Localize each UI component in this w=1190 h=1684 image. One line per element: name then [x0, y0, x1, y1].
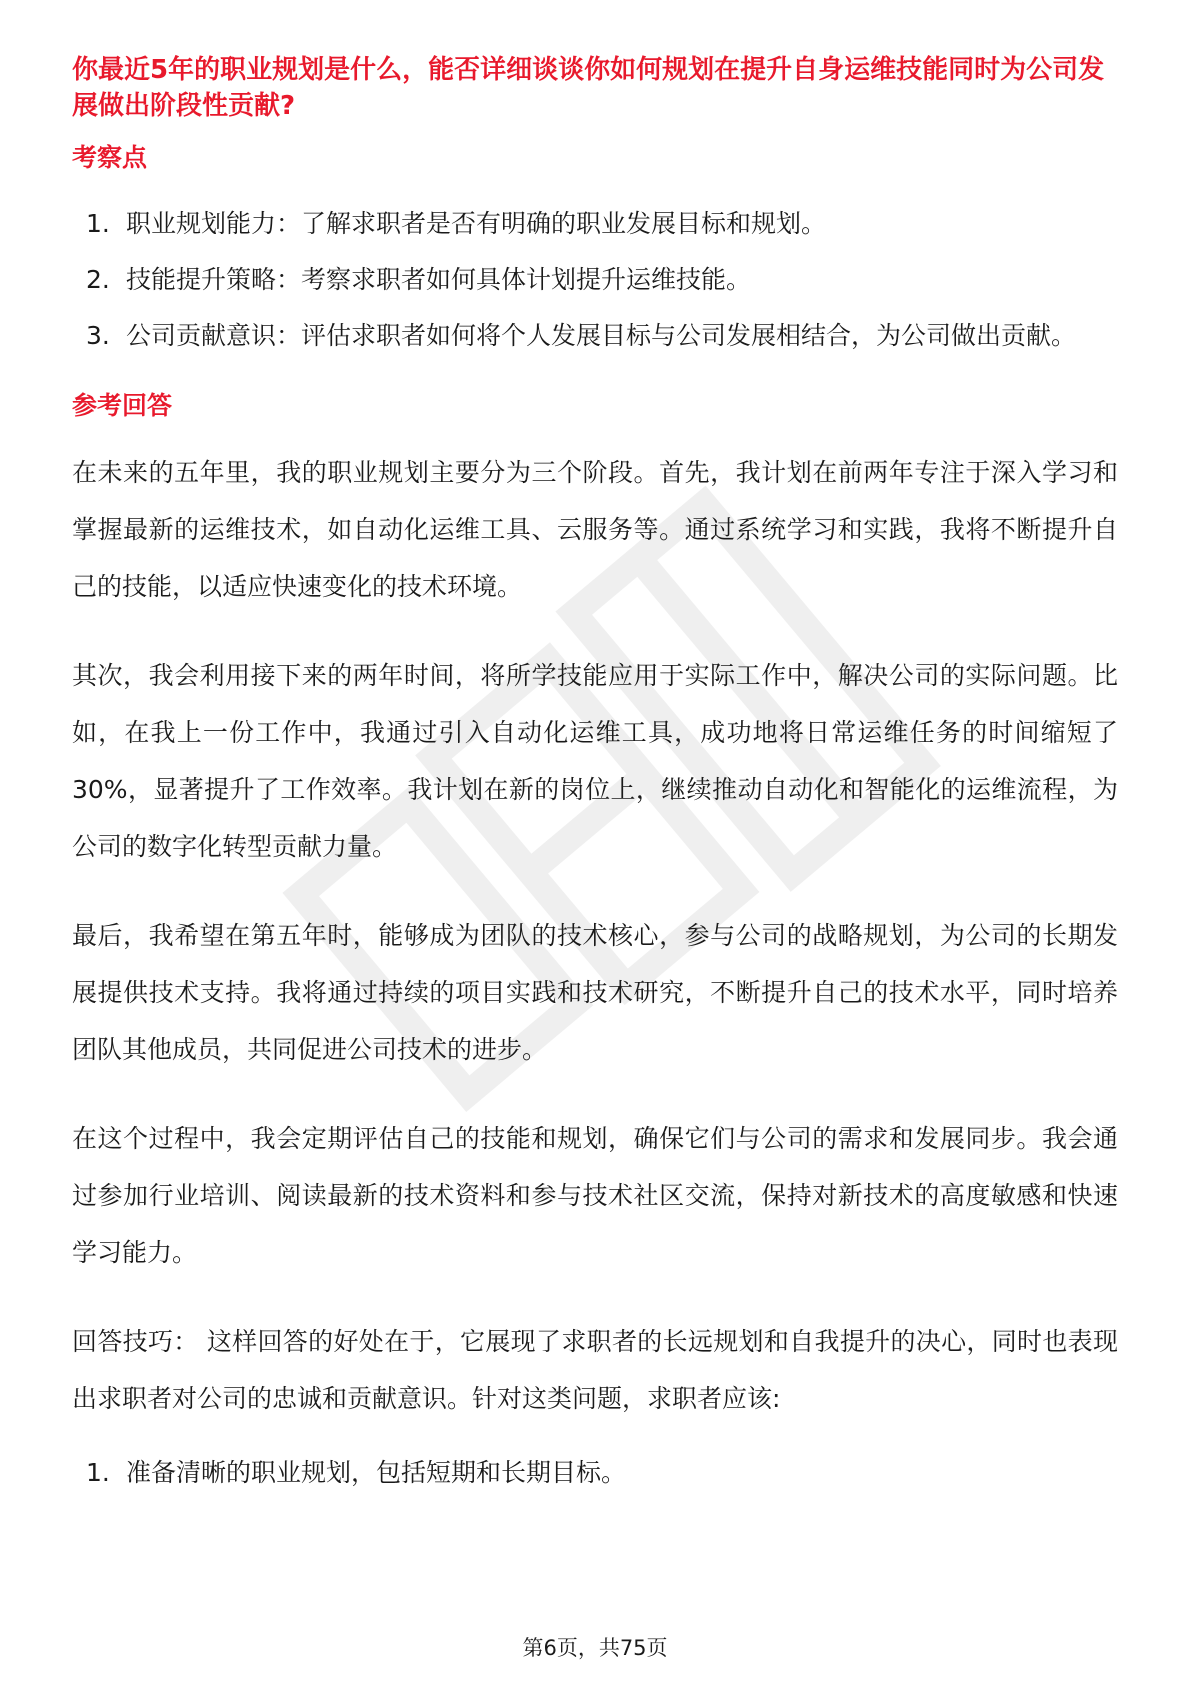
- answer-paragraph: 其次，我会利用接下来的两年时间，将所学技能应用于实际工作中，解决公司的实际问题。比如，在我上一份工作中，我通过引入自动化运维工具，成功地将日常运维任务的时间缩短了30%，显著提升了工作效率。我计划在新的岗位上，继续推动自动化和智能化的运维流程，为公司的数字化转型贡献力量。: [72, 661, 1118, 861]
- considerations-list: [72, 196, 1118, 364]
- tips-list: [72, 1445, 1118, 1501]
- question-title: 你最近5年的职业规划是什么，能否详细谈谈你如何规划在提升自身运维技能同时为公司发展做出阶段性贡献?: [72, 55, 1105, 121]
- list-item: [72, 308, 1118, 364]
- list-number: 3.: [86, 321, 110, 350]
- list-number: 1.: [86, 1458, 110, 1487]
- list-item-text: 技能提升策略：考察求职者如何具体计划提升运维技能。: [126, 265, 752, 294]
- list-number: 1.: [86, 209, 110, 238]
- document-page: [72, 52, 1118, 1523]
- list-item-text: 公司贡献意识：评估求职者如何将个人发展目标与公司发展相结合，为公司做出贡献。: [126, 321, 1077, 350]
- list-item: [72, 1445, 1118, 1501]
- list-item: [72, 252, 1118, 308]
- answer-paragraph: 最后，我希望在第五年时，能够成为团队的技术核心，参与公司的战略规划，为公司的长期发展提供技术支持。我将通过持续的项目实践和技术研究，不断提升自己的技术水平，同时培养团队其他成员，共同促进公司技术的进步。: [72, 921, 1118, 1064]
- answer-tips-intro: 回答技巧： 这样回答的好处在于，它展现了求职者的长远规划和自我提升的决心，同时也表现出求职者对公司的忠诚和贡献意识。针对这类问题，求职者应该:: [72, 1327, 1118, 1413]
- list-item: [72, 196, 1118, 252]
- answer-heading: 参考回答: [72, 391, 173, 420]
- list-item-text: 职业规划能力：了解求职者是否有明确的职业发展目标和规划。: [126, 209, 827, 238]
- list-number: 2.: [86, 265, 110, 294]
- page-footer: 第6页，共75页: [522, 1636, 668, 1660]
- list-item-text: 准备清晰的职业规划，包括短期和长期目标。: [126, 1458, 627, 1487]
- considerations-heading: 考察点: [72, 143, 148, 172]
- answer-paragraph: 在未来的五年里，我的职业规划主要分为三个阶段。首先，我计划在前两年专注于深入学习和掌握最新的运维技术，如自动化运维工具、云服务等。通过系统学习和实践，我将不断提升自己的技能，以适应快速变化的技术环境。: [72, 458, 1118, 601]
- answer-paragraph: 在这个过程中，我会定期评估自己的技能和规划，确保它们与公司的需求和发展同步。我会通过参加行业培训、阅读最新的技术资料和参与技术社区交流，保持对新技术的高度敏感和快速学习能力。: [72, 1124, 1118, 1267]
